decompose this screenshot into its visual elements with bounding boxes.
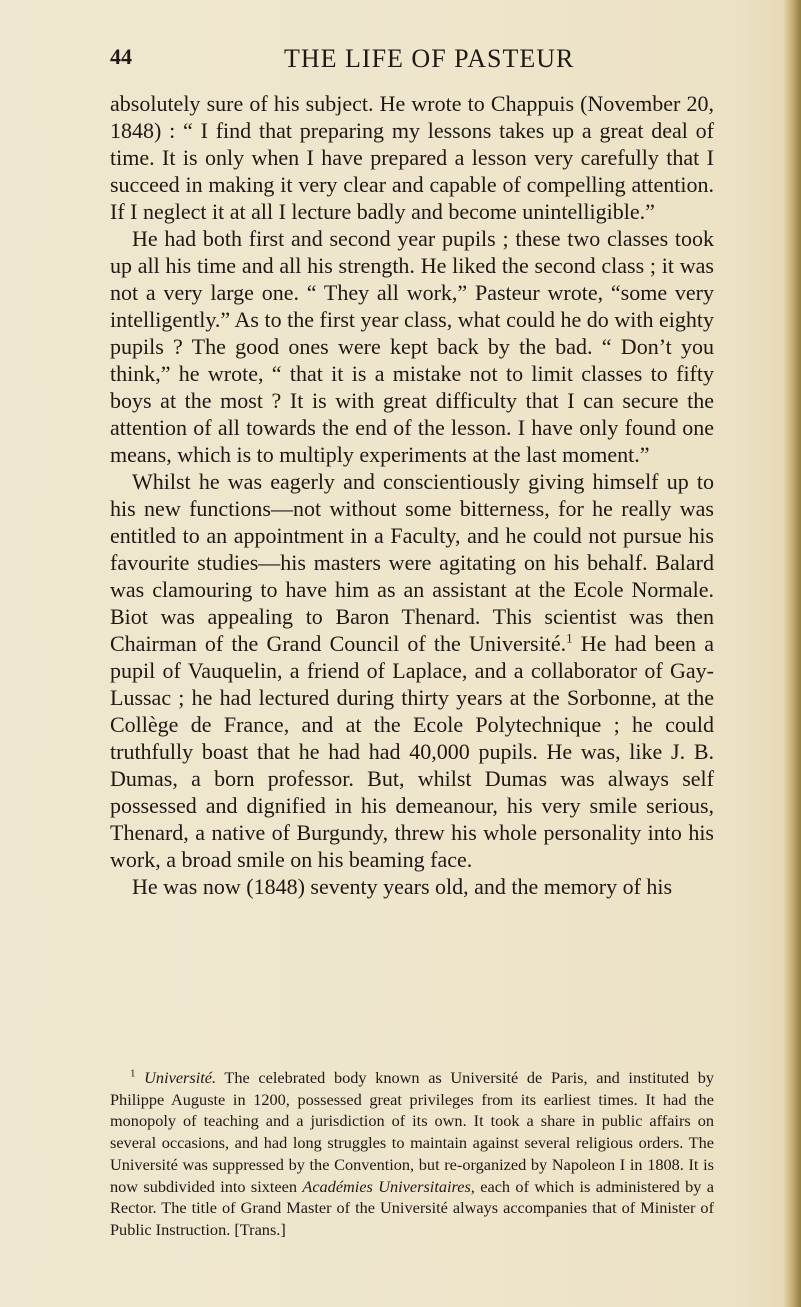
page-edge-shadow [783, 0, 801, 1307]
running-title: THE LIFE OF PASTEUR [284, 44, 575, 73]
paragraph-3 [110, 468, 714, 873]
footnote-text-b: each of which is administered by a Rector. The title of Grand Master of the Université always accompanies that of Minister of Public Instruction. [Trans.] [110, 1176, 715, 1239]
page-number: 44 [110, 44, 132, 69]
footnote-term: Université. [144, 1068, 217, 1087]
paragraph-1: absolutely sure of his subject. He wrote to Chappuis (November 20, 1848) : “ I find that preparing my lessons takes up a great deal of time. It is only when I have prepared a lesson very carefully that I succeed in making it very clear and capable of compelling attention. If I neglect it at all I lecture badly and become unintelligible.” [110, 91, 714, 224]
paragraph-3-text-a: Whilst he was eagerly and conscientiously giving himself up to his new functions—not without some bitterness, for he really was entitled to an appointment in a Faculty, and he could not pursue his favourite studies—his masters were agitating on his behalf. Balard was clamouring to have him as an assistant at the Ecole Normale. Biot was appealing to Baron Thenard. This scientist was then Chairman of the Grand Council of the Université. [110, 469, 714, 656]
footnote-mark: 1 [130, 1067, 136, 1080]
footnote-text-a: The celebrated body known as Université de Paris, and instituted by Philippe Auguste in 1200, possessed great privileges from its earliest times. It had the monopoly of teaching and a jurisdiction of its own. It took a share in public affairs on several occasions, and had long struggles to maintain against several religious orders. The Université was suppressed by the Convention, but re-organized by Napoleon I in 1808. It is now subdivided into sixteen [110, 1068, 714, 1196]
page-header [110, 44, 710, 78]
footnote-term-2: Académies Universitaires, [302, 1176, 475, 1196]
footnote [110, 1067, 714, 1241]
paragraph-2: He had both first and second year pupils ; these two classes took up all his time and all his strength. He liked the second class ; it was not a very large one. “ They all work,” Pasteur wrote, “some very intelligently.” As to the first year class, what could he do with eighty pupils ? The good ones were kept back by the bad. “ Don’t you think,” he wrote, “ that it is a mistake not to limit classes to fifty boys at the most ? It is with great difficulty that I can secure the attention of all towards the end of the lesson. I have only found one means, which is to multiply experiments at the last moment.” [110, 226, 714, 467]
footnote-reference: 1 [566, 630, 573, 646]
paragraph-3-text-b: He had been a pupil of Vauquelin, a friend of Laplace, and a collaborator of Gay-Lussac ; he had lectured during thirty years at the Sorbonne, at the Collège de France, and at the Ecole Polytechnique ; he could truthfully boast that he had had 40,000 pupils. He was, like J. B. Dumas, a born professor. But, whilst Dumas was always self possessed and dignified in his demeanour, his very smile serious, Thenard, a native of Burgundy, threw his whole personality into his work, a broad smile on his beaming face. [110, 631, 714, 872]
body-text [110, 90, 714, 900]
paragraph-4: He was now (1848) seventy years old, and the memory of his [132, 874, 673, 899]
